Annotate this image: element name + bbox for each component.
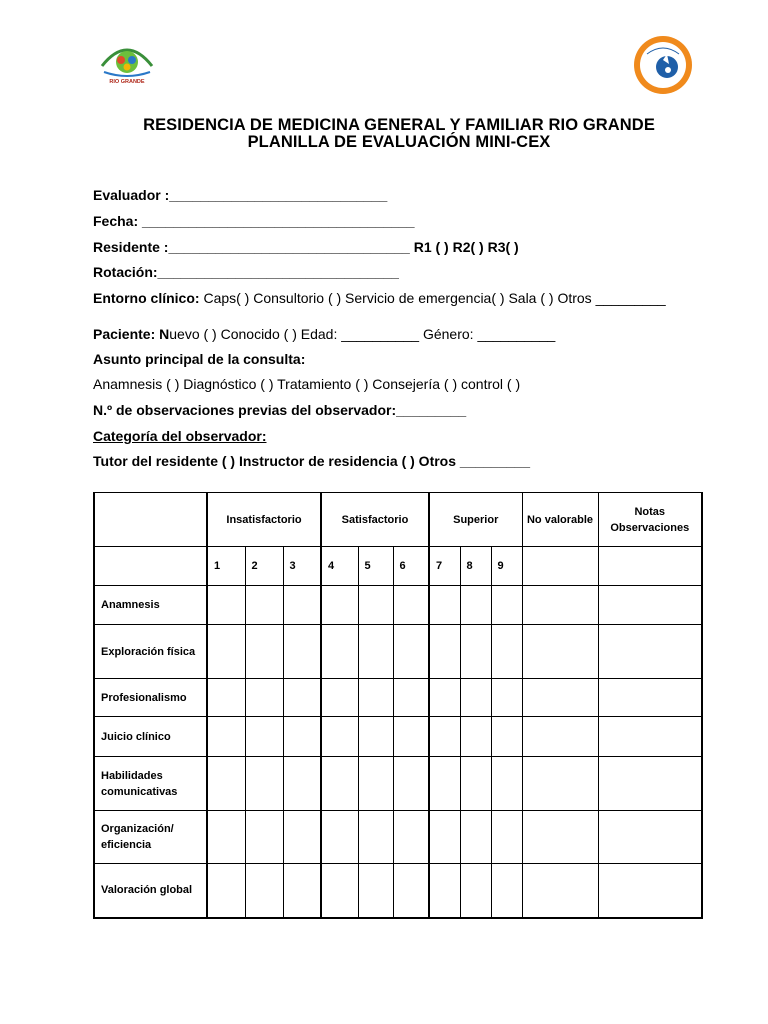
no-valorable-cell[interactable] — [522, 586, 598, 625]
tutor-options[interactable]: Tutor del residente ( ) Instructor de residencia ( ) Otros _________ — [93, 453, 530, 469]
group-insatisfactorio: Insatisfactorio — [207, 493, 321, 547]
score-cell[interactable] — [393, 717, 429, 757]
notas-cell — [598, 547, 702, 586]
score-4: 4 — [321, 547, 358, 586]
score-cell[interactable] — [245, 757, 283, 811]
score-cell[interactable] — [358, 717, 393, 757]
score-cell[interactable] — [460, 864, 491, 918]
document-title: RESIDENCIA DE MEDICINA GENERAL Y FAMILIAR RIO GRANDE — [143, 116, 655, 134]
criterion-label: Organización/ eficiencia — [94, 811, 207, 864]
paciente-row[interactable] — [93, 326, 555, 342]
score-cell[interactable] — [460, 625, 491, 679]
score-cell[interactable] — [321, 625, 358, 679]
no-valorable-cell — [522, 547, 598, 586]
score-cell[interactable] — [393, 757, 429, 811]
criterion-label: Exploración física — [94, 625, 207, 679]
entorno-clinico-label: Entorno clínico: — [93, 290, 200, 306]
asunto-options[interactable]: Anamnesis ( ) Diagnóstico ( ) Tratamiento ( ) Consejería ( ) control ( ) — [93, 376, 521, 392]
score-cell[interactable] — [460, 811, 491, 864]
table-row — [94, 586, 702, 625]
score-cell[interactable] — [491, 717, 522, 757]
corner-cell — [94, 493, 207, 547]
score-cell[interactable] — [283, 625, 321, 679]
score-cell[interactable] — [321, 717, 358, 757]
score-cell[interactable] — [460, 586, 491, 625]
score-cell[interactable] — [207, 864, 245, 918]
score-cell[interactable] — [491, 864, 522, 918]
score-1: 1 — [207, 547, 245, 586]
score-cell[interactable] — [321, 679, 358, 717]
score-cell[interactable] — [393, 586, 429, 625]
score-cell[interactable] — [283, 757, 321, 811]
score-cell[interactable] — [358, 679, 393, 717]
criterion-label: Juicio clínico — [94, 717, 207, 757]
notas-cell[interactable] — [598, 811, 702, 864]
residente-field[interactable]: Residente :_______________________________ R1 ( ) R2( ) R3( ) — [93, 239, 519, 255]
categoria-observador-label: Categoría del observador: — [93, 428, 267, 444]
notas-cell[interactable] — [598, 625, 702, 679]
score-cell[interactable] — [358, 811, 393, 864]
no-valorable-cell[interactable] — [522, 757, 598, 811]
table-row — [94, 864, 702, 918]
score-cell[interactable] — [207, 717, 245, 757]
notas-cell[interactable] — [598, 679, 702, 717]
no-valorable-cell[interactable] — [522, 717, 598, 757]
score-cell[interactable] — [429, 811, 460, 864]
score-cell[interactable] — [358, 757, 393, 811]
score-3: 3 — [283, 547, 321, 586]
score-cell[interactable] — [321, 586, 358, 625]
score-cell[interactable] — [245, 717, 283, 757]
notas-cell[interactable] — [598, 586, 702, 625]
header-notas: Notas Observaciones — [598, 493, 702, 547]
asunto-label: Asunto principal de la consulta: — [93, 351, 306, 367]
no-valorable-cell[interactable] — [522, 864, 598, 918]
score-cell[interactable] — [460, 717, 491, 757]
residencia-logo — [632, 34, 694, 96]
score-cell[interactable] — [429, 625, 460, 679]
aps-rio-grande-logo — [94, 36, 160, 86]
score-9: 9 — [491, 547, 522, 586]
paciente-options[interactable]: uevo ( ) Conocido ( ) Edad: __________ Género: __________ — [169, 326, 556, 342]
score-cell[interactable] — [491, 586, 522, 625]
group-superior: Superior — [429, 493, 522, 547]
document-subtitle: PLANILLA DE EVALUACIÓN MINI-CEX — [247, 133, 551, 151]
criterion-label: Anamnesis — [94, 586, 207, 625]
evaluador-field[interactable]: Evaluador :____________________________ — [93, 187, 388, 203]
no-valorable-cell[interactable] — [522, 625, 598, 679]
score-cell[interactable] — [207, 586, 245, 625]
notas-cell[interactable] — [598, 757, 702, 811]
score-cell[interactable] — [283, 586, 321, 625]
logo-left-caption: RIO GRANDE — [109, 79, 145, 85]
score-cell[interactable] — [491, 811, 522, 864]
score-cell[interactable] — [283, 679, 321, 717]
score-cell[interactable] — [321, 757, 358, 811]
entorno-clinico-options[interactable]: Caps( ) Consultorio ( ) Servicio de emergencia( ) Sala ( ) Otros _________ — [199, 290, 666, 306]
score-cell[interactable] — [429, 757, 460, 811]
score-cell[interactable] — [283, 811, 321, 864]
score-cell[interactable] — [429, 717, 460, 757]
score-cell[interactable] — [321, 864, 358, 918]
criterion-label: Habilidades comunicativas — [94, 757, 207, 811]
score-cell[interactable] — [245, 679, 283, 717]
score-cell[interactable] — [393, 864, 429, 918]
score-cell[interactable] — [393, 679, 429, 717]
header-no-valorable: No valorable — [522, 493, 598, 547]
table-row — [94, 717, 702, 757]
score-cell[interactable] — [245, 586, 283, 625]
criterion-label: Valoración global — [94, 864, 207, 918]
score-cell[interactable] — [491, 757, 522, 811]
score-cell[interactable] — [429, 864, 460, 918]
entorno-clinico-row[interactable] — [93, 290, 666, 306]
table-row — [94, 625, 702, 679]
score-cell[interactable] — [393, 625, 429, 679]
no-valorable-cell[interactable] — [522, 811, 598, 864]
score-cell[interactable] — [207, 811, 245, 864]
score-7: 7 — [429, 547, 460, 586]
paciente-label: Paciente: N — [93, 326, 170, 342]
rotacion-field[interactable]: Rotación:_______________________________ — [93, 264, 399, 280]
notas-cell[interactable] — [598, 717, 702, 757]
evaluation-grid — [93, 492, 703, 919]
fecha-field[interactable]: Fecha: ___________________________________ — [93, 213, 415, 229]
score-cell[interactable] — [358, 625, 393, 679]
score-8: 8 — [460, 547, 491, 586]
score-cell[interactable] — [460, 679, 491, 717]
score-cell[interactable] — [283, 864, 321, 918]
notas-cell[interactable] — [598, 864, 702, 918]
score-cell[interactable] — [491, 625, 522, 679]
score-cell[interactable] — [207, 679, 245, 717]
score-cell[interactable] — [283, 717, 321, 757]
score-cell[interactable] — [358, 864, 393, 918]
score-cell[interactable] — [245, 864, 283, 918]
score-cell[interactable] — [429, 586, 460, 625]
score-cell[interactable] — [393, 811, 429, 864]
score-cell[interactable] — [321, 811, 358, 864]
no-valorable-cell[interactable] — [522, 679, 598, 717]
score-cell[interactable] — [358, 586, 393, 625]
score-2: 2 — [245, 547, 283, 586]
score-cell[interactable] — [245, 811, 283, 864]
score-cell[interactable] — [491, 679, 522, 717]
score-cell[interactable] — [207, 625, 245, 679]
group-satisfactorio: Satisfactorio — [321, 493, 429, 547]
score-6: 6 — [393, 547, 429, 586]
criterion-label: Profesionalismo — [94, 679, 207, 717]
score-cell[interactable] — [245, 625, 283, 679]
score-cell[interactable] — [429, 679, 460, 717]
table-row — [94, 757, 702, 811]
score-label-cell — [94, 547, 207, 586]
score-cell[interactable] — [207, 757, 245, 811]
table-row — [94, 811, 702, 864]
table-row — [94, 679, 702, 717]
score-cell[interactable] — [460, 757, 491, 811]
score-5: 5 — [358, 547, 393, 586]
observaciones-previas-field[interactable]: N.º de observaciones previas del observador:_________ — [93, 402, 467, 418]
